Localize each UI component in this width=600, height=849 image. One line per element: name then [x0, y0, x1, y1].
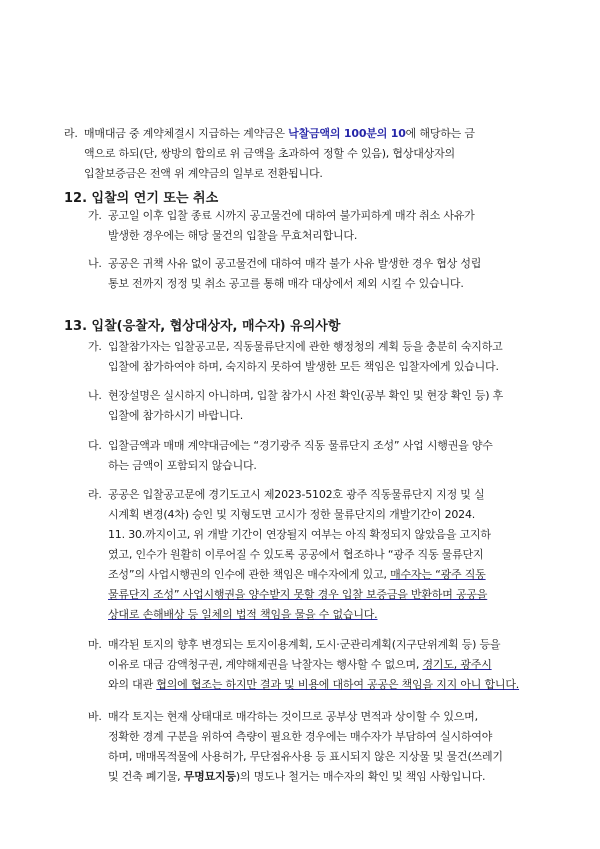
deposit-highlight: 낙찰금액의 100분의 10 [288, 127, 406, 140]
clause-line: 였고, 인수가 원활히 이루어질 수 있도록 공공에서 협조하나 “광주 직동 물류단지 [108, 548, 484, 561]
clause-line: 매각된 토지의 향후 변경되는 토지이용계획, 도시·군관리계획(지구단위계획 등) 등을 [108, 638, 501, 651]
clause-line: 입찰보증금은 전액 위 계약금의 일부로 전환됩니다. [84, 167, 323, 180]
clause-12-na [88, 254, 558, 294]
underlined-text: 매수자는 “광주 직동 [390, 568, 486, 581]
clause-marker: 라. [88, 488, 102, 501]
clause-13-ma [88, 635, 558, 695]
clause-marker: 가. [88, 340, 102, 353]
clause-line: 입찰에 참가하여야 하며, 숙지하지 못하여 발생한 모든 책임은 입찰자에게 있습니다. [108, 360, 499, 373]
clause-line: 및 건축 폐기물, 무명묘지등)의 명도나 철거는 매수자의 확인 및 책임 사항입니다. [108, 770, 486, 783]
clause-13-ga [88, 337, 558, 377]
clause-line: 조성”의 사업시행권의 인수에 관한 책임은 매수자에게 있고, 매수자는 “광주 직동 [108, 568, 486, 581]
clause-line: 하며, 매매목적물에 사용허가, 무단점유사용 등 표시되지 않은 지상물 및 물건(쓰레기 [108, 750, 503, 763]
clause-line: 공공은 귀책 사유 없이 공고물건에 대하여 매각 불가 사유 발생한 경우 협상 성립 [108, 257, 482, 270]
clause-13-da [88, 436, 558, 476]
clause-marker: 가. [88, 209, 102, 222]
clause-line: 통보 전까지 정정 및 취소 공고를 통해 매각 대상에서 제외 시킬 수 있습니다. [108, 277, 464, 290]
clause-13-ba [88, 707, 558, 787]
clause-marker: 바. [88, 710, 102, 723]
clause-line: 입찰에 참가하시기 바랍니다. [108, 409, 244, 422]
clause-13-na [88, 386, 558, 426]
clause-marker: 라. [64, 127, 78, 140]
clause-line: 와의 대관 협의에 협조는 하지만 결과 및 비용에 대하여 공공은 책임을 지지 아니 합니다. [108, 678, 520, 691]
clause-line-underlined: 상대로 손해배상 등 일체의 법적 책임을 물을 수 없습니다. [108, 608, 378, 621]
clause-marker: 나. [88, 257, 102, 270]
clause-line: 시계획 변경(4차) 승인 및 지형도면 고시가 정한 물류단지의 개발기간이 2024. [108, 508, 476, 521]
clause-marker: 나. [88, 389, 102, 402]
clause-line: 이유로 대금 감액청구권, 계약해제권을 낙찰자는 행사할 수 없으며, 경기도, 광주시 [108, 658, 492, 671]
clause-13-ra [88, 485, 558, 625]
clause-line: 매각 토지는 현재 상태대로 매각하는 것이므로 공부상 면적과 상이할 수 있으며, [108, 710, 478, 723]
section-12-heading: 12. 입찰의 연기 또는 취소 [64, 191, 219, 206]
clause-line: 하는 금액이 포함되지 않습니다. [108, 459, 257, 472]
bold-text: 무명묘지등 [183, 770, 236, 783]
clause-line-underlined: 물류단지 조성” 사업시행권을 양수받지 못할 경우 입찰 보증금을 반환하며 공공을 [108, 588, 488, 601]
clause-line: 매매대금 중 계약체결시 지급하는 계약금은 낙찰금액의 100분의 10에 해당하는 금 [84, 127, 475, 140]
section-13-heading: 13. 입찰(응찰자, 협상대상자, 매수자) 유의사항 [64, 319, 341, 334]
clause-12-ga [88, 206, 558, 246]
clause-line: 입찰금액과 매매 계약대금에는 “경기광주 직동 물류단지 조성” 사업 시행권을 양수 [108, 439, 493, 452]
clause-marker: 다. [88, 439, 102, 452]
clause-line: 정확한 경계 구분을 위하여 측량이 필요한 경우에는 매수자가 부담하여 실시하여야 [108, 730, 493, 743]
clause-line: 현장설명은 실시하지 아니하며, 입찰 참가시 사전 확인(공부 확인 및 현장 확인 등) 후 [108, 389, 504, 402]
clause-line: 공공은 입찰공고문에 경기도고시 제2023-5102호 광주 직동물류단지 지정 및 실 [108, 488, 485, 501]
clause-line: 입찰참가자는 입찰공고문, 직동물류단지에 관한 행정청의 계획 등을 충분히 숙지하고 [108, 340, 503, 353]
clause-11-ra [64, 124, 554, 184]
clause-line: 공고일 이후 입찰 종료 시까지 공고물건에 대하여 불가피하게 매각 취소 사유가 [108, 209, 475, 222]
clause-line: 발생한 경우에는 해당 물건의 입찰을 무효처리합니다. [108, 229, 358, 242]
clause-line: 11. 30.까지이고, 위 개발 기간이 연장될지 여부는 아직 확정되지 않았음을 고지하 [108, 528, 491, 541]
underlined-text: 경기도, 광주시 [422, 658, 492, 671]
clause-marker: 마. [88, 638, 102, 651]
clause-line: 액으로 하되(단, 쌍방의 합의로 위 금액을 초과하여 정할 수 있음), 협상대상자의 [84, 147, 455, 160]
underlined-text: 협의에 협조는 하지만 결과 및 비용에 대하여 공공은 책임을 지지 아니 합니다. [156, 678, 520, 691]
